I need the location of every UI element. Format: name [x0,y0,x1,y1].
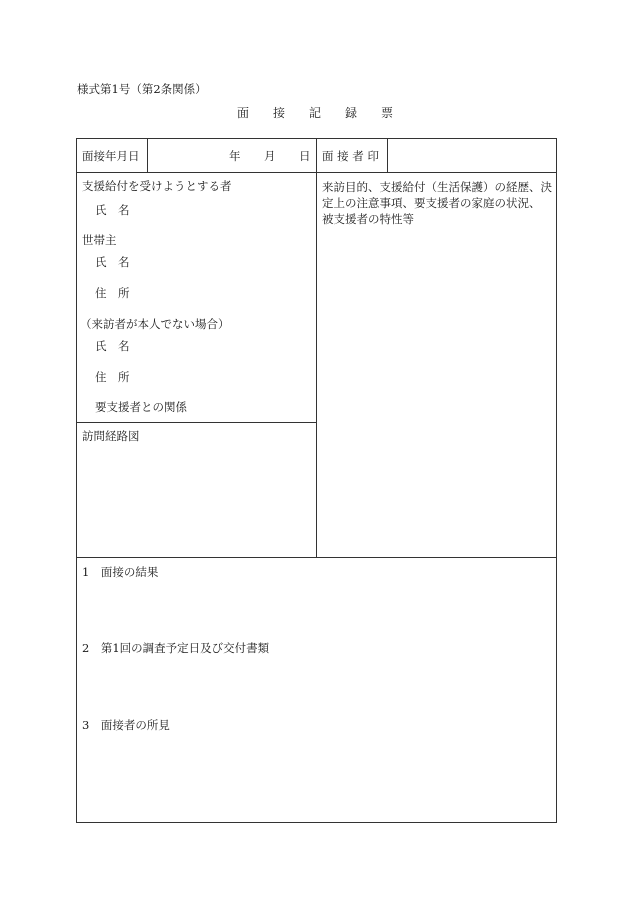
date-day-label: 日 [299,149,311,163]
applicant-name-label: 氏 名 [95,203,130,217]
interviewer-label-divider [387,138,388,173]
table-border-left [76,138,77,823]
visitor-name-label: 氏 名 [95,339,130,353]
interviewer-opinion-label: 3 面接者の所見 [82,718,170,732]
date-year-label: 年 [229,149,241,163]
first-survey-date-area[interactable] [78,660,554,714]
applicant-heading: 支援給付を受けようとする者 [82,179,232,193]
visit-route-map-area[interactable] [78,448,314,555]
visit-route-map-label: 訪問経路図 [82,429,140,443]
interview-date-label: 面接年月日 [82,149,140,163]
form-title: 面 接 記 録 票 [236,106,393,120]
notes-area[interactable] [318,232,554,554]
middle-column-divider [316,138,317,558]
date-month-label: 月 [264,149,276,163]
notes-heading-line-1: 来訪目的、支援給付（生活保護）の経歴、決 [322,180,552,194]
interview-result-area[interactable] [78,584,554,636]
household-head-address-label: 住 所 [95,286,130,300]
table-border-bottom [76,822,557,823]
visitor-heading: （来訪者が本人でない場合） [80,317,230,331]
interviewer-opinion-area[interactable] [78,737,554,819]
form-number: 様式第1号（第2条関係） [77,82,207,96]
notes-heading-line-3: 被支援者の特性等 [322,212,414,226]
visitor-address-label: 住 所 [95,370,130,384]
route-section-divider [76,422,317,423]
date-label-divider [147,138,148,173]
visitor-relation-label: 要支援者との関係 [95,400,187,414]
household-head-name-label: 氏 名 [95,255,130,269]
interviewer-seal-field[interactable] [389,140,555,171]
interviewer-seal-label: 面 接 者 印 [322,149,379,163]
household-head-heading: 世帯主 [82,233,117,247]
first-survey-date-label: 2 第1回の調査予定日及び交付書類 [82,641,270,655]
notes-heading-line-2: 定上の注意事項、要支援者の家庭の状況、 [322,196,541,210]
interview-result-label: 1 面接の結果 [82,565,159,579]
table-border-right [556,138,557,823]
